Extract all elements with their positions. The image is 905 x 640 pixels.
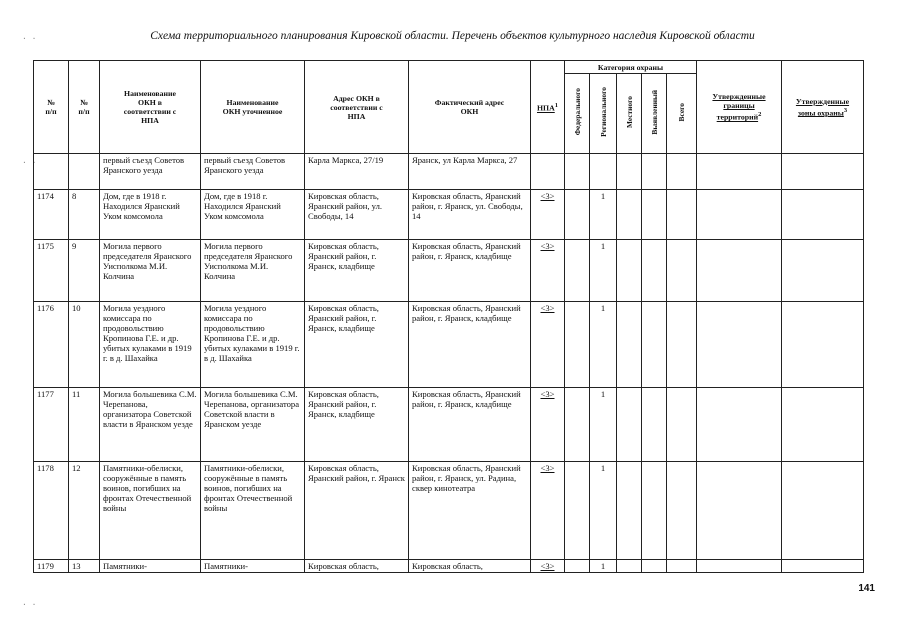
cell-name-npa: Памятники-обелиски, сооружённые в память воинов, погибших на фронтах Отечественной войны <box>100 462 201 560</box>
cell-federal <box>565 302 590 388</box>
header-total <box>667 74 697 154</box>
cell-zones <box>782 240 864 302</box>
cell-address-npa: Карла Маркса, 27/19 <box>305 154 409 190</box>
scan-margin-mark: · · <box>22 600 37 609</box>
cell-num-pp-2 <box>69 154 100 190</box>
cell-federal <box>565 388 590 462</box>
cell-address-npa: Кировская область, Яранский район, г. Яранск, кладбище <box>305 388 409 462</box>
cell-regional: 1 <box>590 560 617 573</box>
cell-name-clarified: Дом, где в 1918 г. Находился Яранский Уком комсомола <box>201 190 305 240</box>
cell-num-pp-2: 8 <box>69 190 100 240</box>
cell-name-npa: Могила большевика С.М. Черепанова, организатора Советской власти в Яранском уезде <box>100 388 201 462</box>
page-number: 141 <box>858 583 875 594</box>
cell-boundaries <box>697 302 782 388</box>
cell-federal <box>565 190 590 240</box>
cell-federal <box>565 240 590 302</box>
cell-address-npa: Кировская область, Яранский район, г. Яранск, кладбище <box>305 302 409 388</box>
header-npa-footnote: 1 <box>554 102 558 110</box>
cell-actual-address: Кировская область, Яранский район, г. Яранск, кладбище <box>409 388 531 462</box>
cell-npa: <3> <box>531 462 565 560</box>
cell-federal <box>565 560 590 573</box>
cell-npa: <3> <box>531 302 565 388</box>
cell-npa: <3> <box>531 388 565 462</box>
cell-zones <box>782 462 864 560</box>
cell-total <box>667 240 697 302</box>
header-identified <box>642 74 667 154</box>
header-npa <box>531 61 565 154</box>
cell-local <box>617 190 642 240</box>
cell-total <box>667 388 697 462</box>
cell-name-npa: Памятники- <box>100 560 201 573</box>
cell-total <box>667 154 697 190</box>
header-npa-label: НПА <box>536 103 555 113</box>
cell-actual-address: Кировская область, Яранский район, г. Яранск, ул. Радина, сквер кинотеатра <box>409 462 531 560</box>
cell-name-npa: Могила первого председателя Яранского Уисполкома М.И. Колчина <box>100 240 201 302</box>
table-row <box>34 462 864 560</box>
cell-identified <box>642 560 667 573</box>
cell-num-pp-2: 9 <box>69 240 100 302</box>
header-actual-address: Фактический адрес ОКН <box>409 61 531 154</box>
cell-regional: 1 <box>590 190 617 240</box>
table-row <box>34 154 864 190</box>
cell-num-pp: 1177 <box>34 388 69 462</box>
header-approved-zones <box>782 61 864 154</box>
cell-actual-address: Кировская область, Яранский район, г. Яранск, кладбище <box>409 240 531 302</box>
cell-actual-address: Кировская область, Яранский район, г. Яранск, кладбище <box>409 302 531 388</box>
cell-regional: 1 <box>590 302 617 388</box>
cell-name-clarified: Памятники- <box>201 560 305 573</box>
cell-actual-address: Кировская область, <box>409 560 531 573</box>
header-approved-boundaries <box>697 61 782 154</box>
cell-name-clarified: Могила первого председателя Яранского Уисполкома М.И. Колчина <box>201 240 305 302</box>
cell-total <box>667 190 697 240</box>
cell-num-pp: 1178 <box>34 462 69 560</box>
cell-name-npa: Могила уездного комиссара по продовольствию Кропинова Г.Е. и др. убитых кулаками в 1919 г. в д. Шахайка <box>100 302 201 388</box>
cell-zones <box>782 302 864 388</box>
cell-num-pp-2: 11 <box>69 388 100 462</box>
cell-local <box>617 302 642 388</box>
header-approved-boundaries-footnote: 2 <box>758 111 762 119</box>
cell-npa: <3> <box>531 240 565 302</box>
header-federal-label: Федерального <box>572 88 582 136</box>
cell-address-npa: Кировская область, Яранский район, г. Яранск, кладбище <box>305 240 409 302</box>
cell-local <box>617 462 642 560</box>
table-row <box>34 240 864 302</box>
header-local-label: Местного <box>624 96 634 128</box>
scan-margin-mark: · · <box>22 34 37 43</box>
cell-identified <box>642 302 667 388</box>
header-name-okn-npa: Наименование ОКН в соответствии с НПА <box>100 61 201 154</box>
header-address-npa: Адрес ОКН в соответствии с НПА <box>305 61 409 154</box>
cell-federal <box>565 462 590 560</box>
cell-regional <box>590 154 617 190</box>
cell-boundaries <box>697 240 782 302</box>
cell-name-clarified: Могила уездного комиссара по продовольствию Кропинова Г.Е. и др. убитых кулаками в 1919 г. в д. Шахайка <box>201 302 305 388</box>
cell-npa: <3> <box>531 190 565 240</box>
table-row <box>34 388 864 462</box>
header-regional-label: Регионального <box>598 87 608 137</box>
cell-identified <box>642 388 667 462</box>
cell-name-clarified: Могила большевика С.М. Черепанова, организатора Советской власти в Яранском уезде <box>201 388 305 462</box>
table-row <box>34 302 864 388</box>
cell-zones <box>782 560 864 573</box>
scan-margin-mark: · · <box>22 158 37 167</box>
cell-num-pp <box>34 154 69 190</box>
cell-local <box>617 240 642 302</box>
cell-name-clarified: первый съезд Советов Яранского уезда <box>201 154 305 190</box>
header-approved-boundaries-label: Утвержденные границы территорий <box>712 92 766 122</box>
cell-total <box>667 302 697 388</box>
cell-num-pp-2: 13 <box>69 560 100 573</box>
header-name-okn-clarified: Наименование ОКН уточненное <box>201 61 305 154</box>
cell-boundaries <box>697 190 782 240</box>
cell-num-pp: 1176 <box>34 302 69 388</box>
cell-identified <box>642 462 667 560</box>
cell-zones <box>782 190 864 240</box>
table-row <box>34 560 864 573</box>
cell-num-pp-2: 10 <box>69 302 100 388</box>
header-regional <box>590 74 617 154</box>
cell-address-npa: Кировская область, Яранский район, г. Яранск <box>305 462 409 560</box>
header-protection-category: Категория охраны <box>565 61 697 74</box>
cell-address-npa: Кировская область, Яранский район, ул. Свободы, 14 <box>305 190 409 240</box>
cell-boundaries <box>697 154 782 190</box>
header-identified-label: Выявленный <box>649 89 659 135</box>
cell-num-pp: 1175 <box>34 240 69 302</box>
table-row <box>34 190 864 240</box>
cell-regional: 1 <box>590 388 617 462</box>
heritage-objects-table <box>33 60 864 573</box>
cell-local <box>617 388 642 462</box>
header-num-pp: № п/п <box>34 61 69 154</box>
cell-total <box>667 560 697 573</box>
cell-num-pp-2: 12 <box>69 462 100 560</box>
cell-actual-address: Яранск, ул Карла Маркса, 27 <box>409 154 531 190</box>
header-total-label: Всего <box>677 102 686 122</box>
cell-federal <box>565 154 590 190</box>
cell-name-npa: Дом, где в 1918 г. Находился Яранский Уком комсомола <box>100 190 201 240</box>
cell-actual-address: Кировская область, Яранский район, г. Яранск, ул. Свободы, 14 <box>409 190 531 240</box>
cell-boundaries <box>697 462 782 560</box>
cell-identified <box>642 190 667 240</box>
cell-zones <box>782 154 864 190</box>
cell-local <box>617 154 642 190</box>
cell-regional: 1 <box>590 240 617 302</box>
cell-num-pp: 1179 <box>34 560 69 573</box>
cell-identified <box>642 154 667 190</box>
document-title: Схема территориального планирования Кировской области. Перечень объектов культурного наследия Кировской области <box>150 30 755 42</box>
cell-boundaries <box>697 560 782 573</box>
cell-boundaries <box>697 388 782 462</box>
header-approved-zones-footnote: 3 <box>843 106 848 114</box>
header-approved-zones-label: Утвержденные зоны охраны <box>795 96 850 118</box>
cell-name-clarified: Памятники-обелиски, сооружённые в память воинов, погибших на фронтах Отечественной войны <box>201 462 305 560</box>
table-header <box>34 61 864 154</box>
header-local <box>617 74 642 154</box>
cell-num-pp: 1174 <box>34 190 69 240</box>
cell-regional: 1 <box>590 462 617 560</box>
cell-zones <box>782 388 864 462</box>
cell-npa: <3> <box>531 560 565 573</box>
header-federal <box>565 74 590 154</box>
cell-local <box>617 560 642 573</box>
header-num-pp-2: № п/п <box>69 61 100 154</box>
cell-npa <box>531 154 565 190</box>
cell-address-npa: Кировская область, <box>305 560 409 573</box>
cell-identified <box>642 240 667 302</box>
table-body <box>34 154 864 573</box>
cell-name-npa: первый съезд Советов Яранского уезда <box>100 154 201 190</box>
cell-total <box>667 462 697 560</box>
